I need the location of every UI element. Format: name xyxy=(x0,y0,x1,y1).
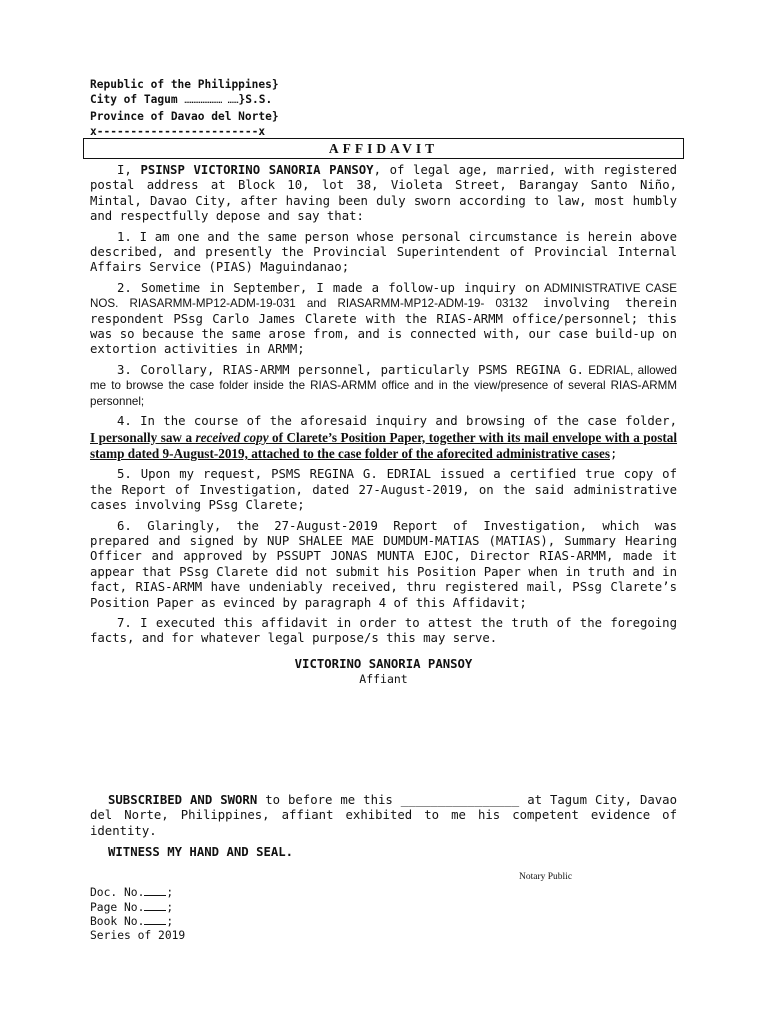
jurat-paragraph xyxy=(90,793,677,839)
affiant-name: VICTORINO SANORIA PANSOY xyxy=(294,656,473,671)
paragraph-6: 6. Glaringly, the 27-August-2019 Report of Investigation, which was prepared and signed by NUP SHALEE MAE DUMDUM-MATIAS (MATIAS), Summary Hearing Officer and approved by PSSUPT JONAS MUNTA EJOC, Director RIAS-ARMM, made it appear that PSsg Clarete did not submit his Position Paper when in truth and in fact, RIAS-ARMM have undeniably received, thru registered mail, PSsg Clarete’s Position Paper as evinced by paragraph 4 of this Affidavit; xyxy=(90,518,677,610)
para2-rest: involving therein respondent PSsg Carlo James Clarete with the RIAS-ARMM office/personnel; this was so because the same arose from, and is connected with, our case build-up on extortion activities in ARMM; xyxy=(90,296,677,357)
paragraph-4 xyxy=(90,414,677,462)
caption-divider: x------------------------x xyxy=(90,125,266,138)
jurat-rest: to before me this ________________ at Tagum City, Davao del Norte, Philippines, affiant exhibited to me his competent evidence of identity. xyxy=(90,793,677,838)
page-no-blank xyxy=(144,900,166,911)
para4-highlight-rest: of Clarete’s Position Paper, together with its mail envelope with a postal stamp dated 9-August-2019, attached to the case folder of the aforecited administrative cases xyxy=(90,429,678,461)
caption-city-name: City of Tagum xyxy=(90,93,178,106)
doc-no-line xyxy=(90,885,185,900)
paragraph-7: 7. I executed this affidavit in order to attest the truth of the foregoing facts, and for whatever legal purpose/s this may serve. xyxy=(90,615,677,646)
caption-ss: }S.S. xyxy=(238,93,273,106)
intro-post: , of legal age, married, with registered postal address at Block 10, lot 38, Violeta Street, Barangay Santo Niño, Mintal, Davao City, after having been duly sworn according to law, most humbly and respectfully depose and say that: xyxy=(90,163,678,224)
para3-rest: EDRIAL, allowed me to browse the case folder inside the RIAS-ARMM office and in the view/presence of several RIAS-ARMM personnel; xyxy=(90,363,677,408)
para4-received-copy: received copy xyxy=(195,429,269,445)
intro-pre: I, xyxy=(117,163,141,177)
venue-caption xyxy=(90,77,420,139)
caption-province: Province of Davao del Norte} xyxy=(90,110,279,123)
book-no-blank xyxy=(144,914,166,925)
notary-public-label: Notary Public xyxy=(519,872,573,882)
page-no-line xyxy=(90,900,185,915)
series-line: Series of 2019 xyxy=(90,928,186,942)
page-no-semicolon: ; xyxy=(166,900,174,914)
doc-no-semicolon: ; xyxy=(166,886,174,899)
paragraph-2 xyxy=(90,281,677,358)
page-no-label: Page No. xyxy=(90,900,145,914)
jurat-subscribed: SUBSCRIBED AND SWORN xyxy=(108,793,258,807)
doc-no-label: Doc. No. xyxy=(90,886,145,899)
book-no-semicolon: ; xyxy=(166,915,174,928)
paragraph-3 xyxy=(90,363,677,409)
para3-lead: 3. Corollary, RIAS-ARMM personnel, particularly PSMS REGINA G. xyxy=(117,362,584,377)
notarial-register xyxy=(90,885,185,942)
paragraph-1: 1. I am one and the same person whose personal circumstance is herein above described, and presently the Provincial Superintendent of Provincial Internal Affairs Service (PIAS) Maguindanao; xyxy=(90,229,677,275)
para4-highlight-start: I personally saw a xyxy=(90,429,196,445)
document-title: AFFIDAVIT xyxy=(83,138,684,159)
para2-lead: 2. Sometime in September, I made a follow-up inquiry on xyxy=(117,280,540,295)
affidavit-body xyxy=(90,163,677,688)
para2-case-no-end: 03132 xyxy=(495,297,528,311)
para4-lead: 4. In the course of the aforesaid inquiry and browsing of the case folder, xyxy=(117,414,677,429)
book-no-label: Book No. xyxy=(90,915,145,928)
para4-highlight xyxy=(90,430,677,461)
para4-end: ; xyxy=(609,446,618,461)
para2-case-nos: ADMINISTRATIVE CASE NOS. RIASARMM-MP12-ADM-19-031 and RIASARMM-MP12-ADM-19- xyxy=(90,281,677,311)
caption-dots: ………………… …… xyxy=(184,96,239,106)
doc-no-blank xyxy=(144,885,166,896)
paragraph-5: 5. Upon my request, PSMS REGINA G. EDRIAL issued a certified true copy of the Report of Investigation, dated 27-August-2019, on the said administrative cases involving PSsg Clarete; xyxy=(90,467,677,513)
witness-line: WITNESS MY HAND AND SEAL. xyxy=(108,845,294,859)
intro-paragraph xyxy=(90,163,677,225)
affiant-label: Affiant xyxy=(359,672,408,687)
affiant-name-inline: PSINSP VICTORINO SANORIA PANSOY xyxy=(140,163,374,177)
caption-republic: Republic of the Philippines} xyxy=(90,78,279,91)
book-no-line xyxy=(90,914,185,929)
caption-city xyxy=(90,92,420,109)
signature-block xyxy=(90,657,677,688)
